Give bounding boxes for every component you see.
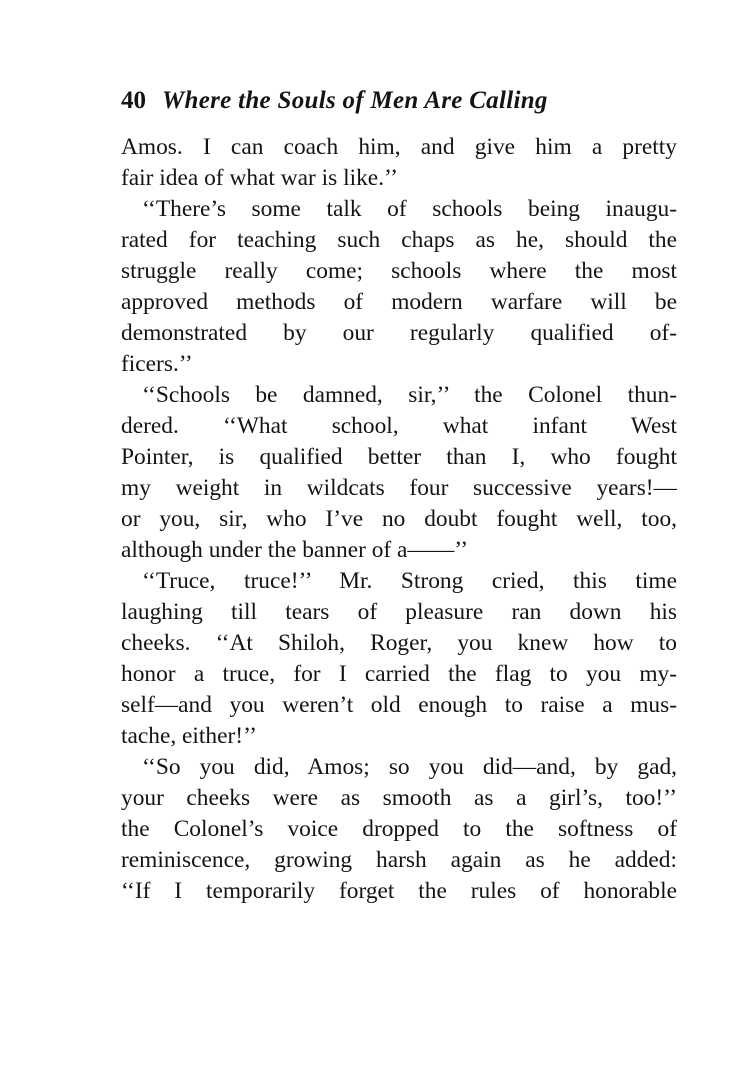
text-line: your cheeks were as smooth as a girl’s, too!’’ [121, 785, 677, 811]
text-line: the Colonel’s voice dropped to the softness of [121, 816, 677, 842]
book-title: Where the Souls of Men Are Calling [162, 87, 548, 114]
text-line: Amos. I can coach him, and give him a pretty [121, 134, 677, 160]
text-line: cheeks. ‘‘At Shiloh, Roger, you knew how to [121, 630, 677, 656]
text-line: laughing till tears of pleasure ran down his [121, 599, 677, 625]
text-line: ‘‘There’s some talk of schools being inaugu- [142, 196, 677, 222]
text-line: ‘‘Truce, truce!’’ Mr. Strong cried, this time [142, 568, 677, 594]
text-line: rated for teaching such chaps as he, should the [121, 227, 677, 253]
text-line: honor a truce, for I carried the flag to you my- [121, 661, 677, 687]
text-line: or you, sir, who I’ve no doubt fought well, too, [121, 506, 677, 532]
text-line: although under the banner of a——’’ [121, 537, 469, 563]
text-line: self—and you weren’t old enough to raise a mus- [121, 692, 677, 718]
text-line: my weight in wildcats four successive years!— [121, 475, 677, 501]
text-line: dered. ‘‘What school, what infant West [121, 413, 677, 439]
body-text [121, 132, 677, 907]
page-number: 40 [121, 87, 146, 114]
text-line: approved methods of modern warfare will be [121, 289, 677, 315]
text-line: ‘‘So you did, Amos; so you did—and, by gad, [142, 754, 677, 780]
text-line: ‘‘Schools be damned, sir,’’ the Colonel thun- [142, 382, 677, 408]
text-line: ficers.’’ [121, 351, 193, 377]
text-line: tache, either!’’ [121, 723, 257, 749]
text-line: Pointer, is qualified better than I, who fought [121, 444, 677, 470]
text-line: ‘‘If I temporarily forget the rules of honorable [121, 878, 677, 904]
text-line: struggle really come; schools where the most [121, 258, 677, 284]
text-line: demonstrated by our regularly qualified of- [121, 320, 677, 346]
text-line: reminiscence, growing harsh again as he added: [121, 847, 677, 873]
text-line: fair idea of what war is like.’’ [121, 165, 398, 191]
running-head [121, 84, 681, 118]
